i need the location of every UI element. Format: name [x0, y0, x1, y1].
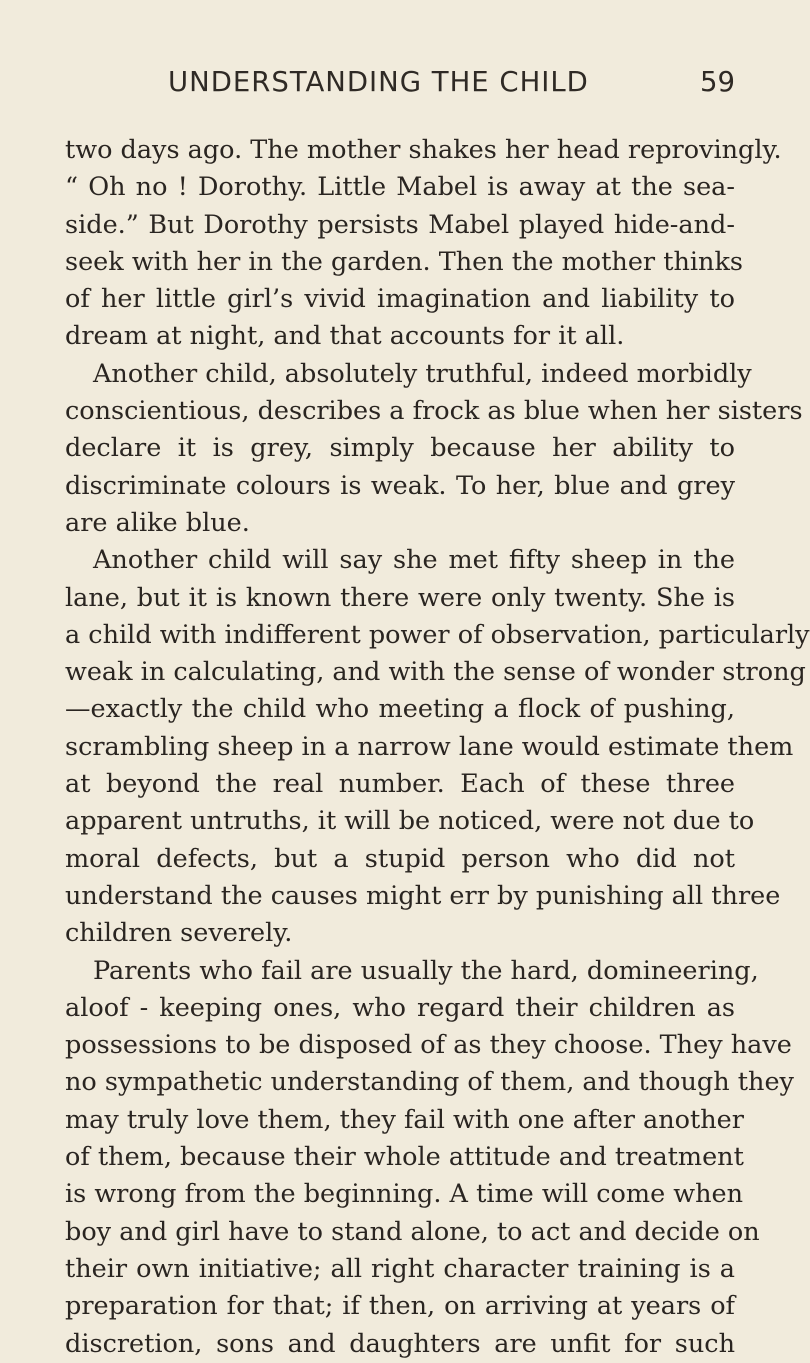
text-line: of them, because their whole attitude and treatment	[65, 1142, 744, 1173]
running-title: UNDERSTANDING THE CHILD	[168, 66, 589, 98]
text-line: preparation for that; if then, on arriving at years of	[65, 1291, 735, 1322]
text-line: no sympathetic understanding of them, and though they	[65, 1067, 794, 1098]
text-line: their own initiative; all right character training is a	[65, 1253, 735, 1284]
text-line: two days ago. The mother shakes her head reprovingly.	[65, 135, 782, 165]
text-line: possessions to be disposed of as they choose. They have	[65, 1030, 792, 1061]
text-line: Another child, absolutely truthful, indeed morbidly	[93, 358, 752, 389]
text-line: of her little girl’s vivid imagination and liability to	[65, 284, 735, 315]
text-line: is wrong from the beginning. A time will come when	[65, 1179, 744, 1210]
text-line: seek with her in the garden. Then the mother thinks	[65, 246, 744, 277]
text-line: Parents who fail are usually the hard, domineering,	[93, 955, 759, 986]
text-line: children severely.	[65, 918, 293, 949]
text-line: scrambling sheep in a narrow lane would estimate them	[65, 731, 794, 762]
text-line: weak in calculating, and with the sense of wonder strong	[65, 657, 806, 688]
text-line: discretion, sons and daughters are unfit for such	[65, 1328, 735, 1359]
body-text	[65, 132, 810, 1363]
text-line: discriminate colours is weak. To her, blue and grey	[65, 470, 735, 501]
text-line: —exactly the child who meeting a flock of pushing,	[65, 694, 735, 725]
text-line: declare it is grey, simply because her ability to	[65, 433, 735, 464]
text-line: at beyond the real number. Each of these three	[65, 769, 735, 800]
page-number: 59	[700, 66, 735, 98]
text-line: may truly love them, they fail with one after another	[65, 1104, 744, 1135]
text-line: dream at night, and that accounts for it all.	[65, 321, 625, 352]
text-line: “ Oh no ! Dorothy. Little Mabel is away at the sea-	[65, 172, 735, 203]
text-line: apparent untruths, it will be noticed, were not due to	[65, 806, 755, 837]
text-line: understand the causes might err by punishing all three	[65, 880, 781, 911]
text-line: a child with indifferent power of observation, particularly	[65, 619, 810, 650]
text-line: aloof - keeping ones, who regard their children as	[65, 992, 735, 1023]
text-line: side.” But Dorothy persists Mabel played hide-and-	[65, 209, 735, 240]
text-line: moral defects, but a stupid person who did not	[65, 843, 735, 874]
text-line: boy and girl have to stand alone, to act and decide on	[65, 1216, 760, 1247]
text-line: conscientious, describes a frock as blue when her sisters	[65, 396, 803, 427]
text-line: Another child will say she met fifty sheep in the	[93, 545, 735, 576]
running-head	[0, 66, 800, 106]
text-line: lane, but it is known there were only twenty. She is	[65, 582, 735, 613]
text-line: are alike blue.	[65, 507, 250, 538]
